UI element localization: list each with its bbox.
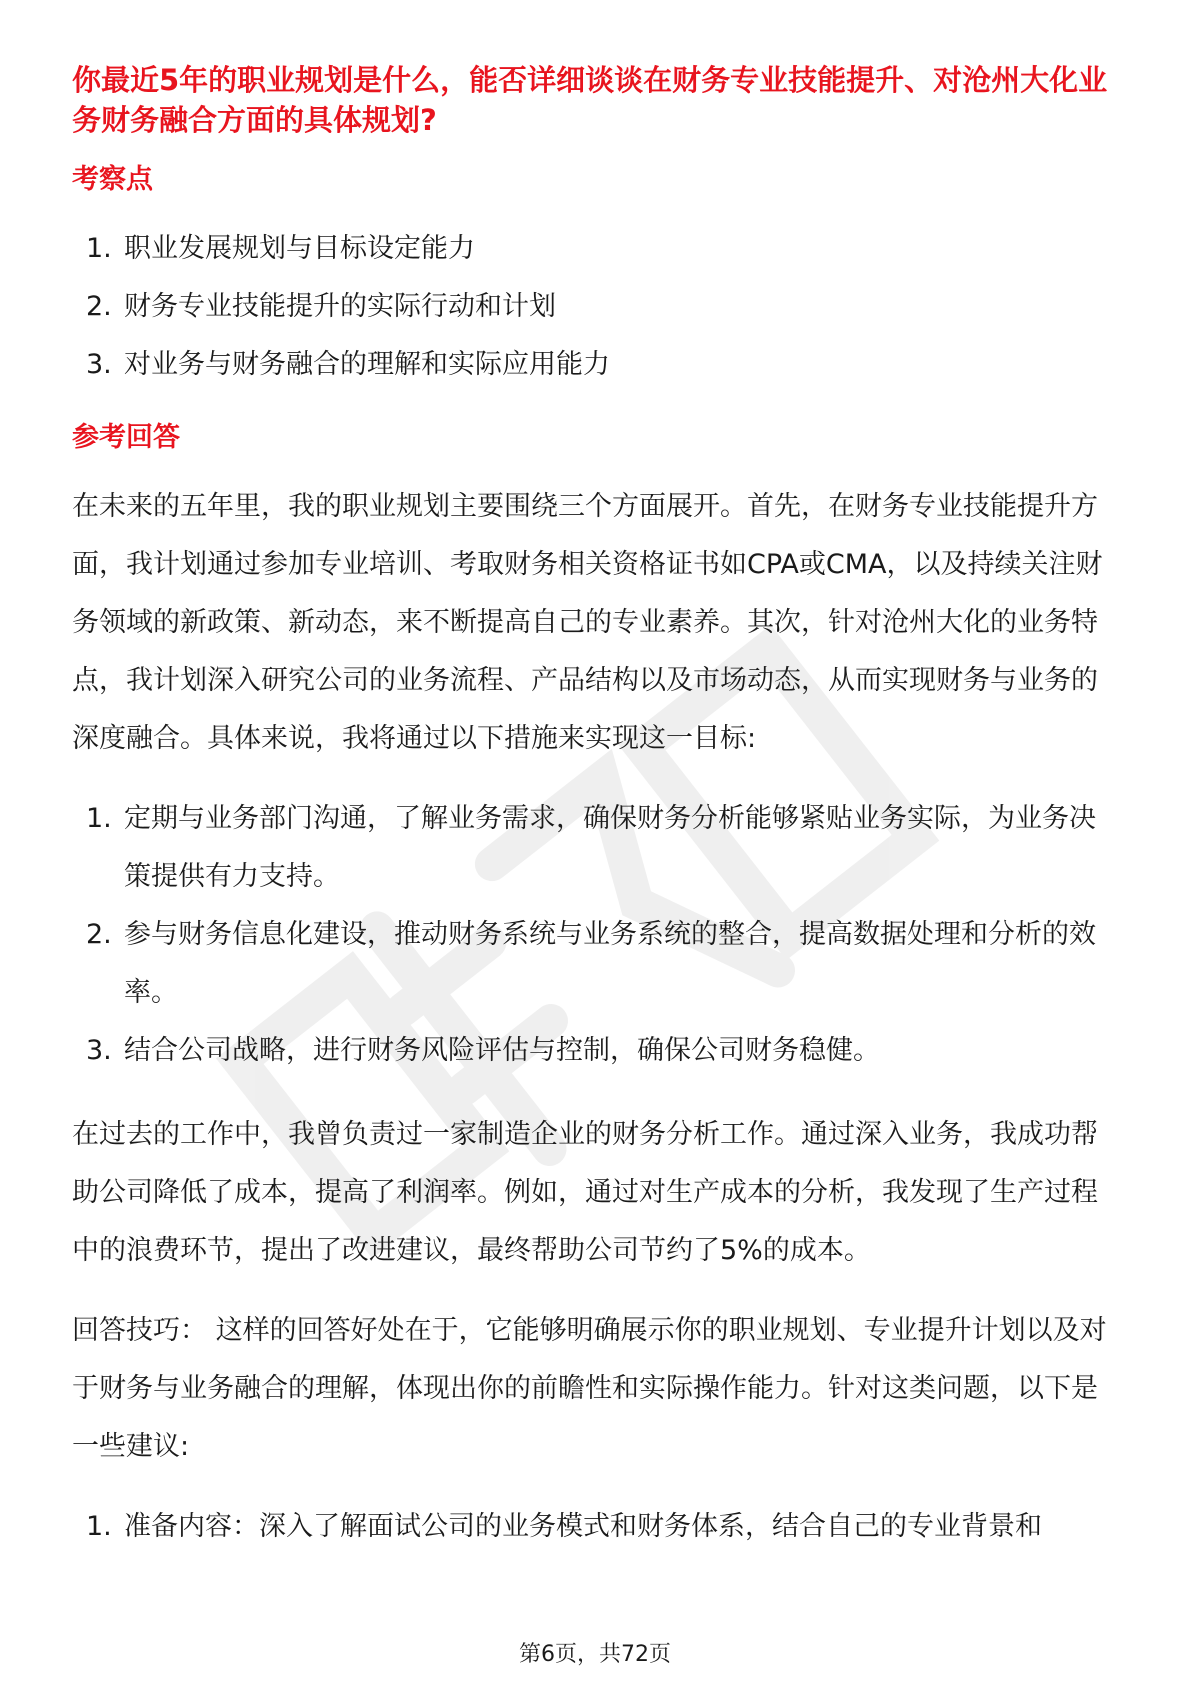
list-item [72,790,1118,906]
list-text: 职业发展规划与目标设定能力 [124,233,475,264]
list-item [72,1022,1118,1080]
list-number: 3. [86,1035,112,1066]
list-number: 2. [86,919,112,950]
list-item [72,1498,1118,1556]
tips-paragraph: 回答技巧： 这样的回答好处在于，它能够明确展示你的职业规划、专业提升计划以及对于财务与业务融合的理解，体现出你的前瞻性和实际操作能力。针对这类问题，以下是一些建议: [72,1315,1107,1462]
focus-list [72,220,1118,394]
list-text: 财务专业技能提升的实际行动和计划 [124,291,556,322]
answer-intro: 在未来的五年里，我的职业规划主要围绕三个方面展开。首先，在财务专业技能提升方面，我计划通过参加专业培训、考取财务相关资格证书如CPA或CMA，以及持续关注财务领域的新政策、新动态，来不断提高自己的专业素养。其次，针对沧州大化的业务特点，我计划深入研究公司的业务流程、产品结构以及市场动态，从而实现财务与业务的深度融合。具体来说，我将通过以下措施来实现这一目标: [72,491,1103,754]
list-item [72,906,1118,1022]
answer-experience: 在过去的工作中，我曾负责过一家制造企业的财务分析工作。通过深入业务，我成功帮助公司降低了成本，提高了利润率。例如，通过对生产成本的分析，我发现了生产过程中的浪费环节，提出了改进建议，最终帮助公司节约了5%的成本。 [72,1119,1098,1266]
list-number: 2. [86,291,112,322]
list-number: 1. [86,233,112,264]
list-number: 1. [86,1511,112,1542]
list-text: 对业务与财务融合的理解和实际应用能力 [124,349,610,380]
answer-heading: 参考回答 [72,422,180,453]
list-item [72,220,1118,278]
tips-list [72,1498,1118,1556]
page-footer: 第6页，共72页 [519,1642,671,1667]
list-number: 3. [86,349,112,380]
list-text: 定期与业务部门沟通，了解业务需求，确保财务分析能够紧贴业务实际，为业务决策提供有力支持。 [124,803,1096,892]
list-text: 参与财务信息化建设，推动财务系统与业务系统的整合，提高数据处理和分析的效率。 [124,919,1096,1008]
focus-heading: 考察点 [72,164,153,195]
question-title: 你最近5年的职业规划是什么，能否详细谈谈在财务专业技能提升、对沧州大化业务财务融合方面的具体规划? [72,63,1108,137]
page-content [72,60,1118,1582]
list-number: 1. [86,803,112,834]
list-item [72,336,1118,394]
list-text: 结合公司战略，进行财务风险评估与控制，确保公司财务稳健。 [124,1035,880,1066]
list-text: 准备内容：深入了解面试公司的业务模式和财务体系，结合自己的专业背景和 [124,1511,1042,1542]
list-item [72,278,1118,336]
measures-list [72,790,1118,1080]
